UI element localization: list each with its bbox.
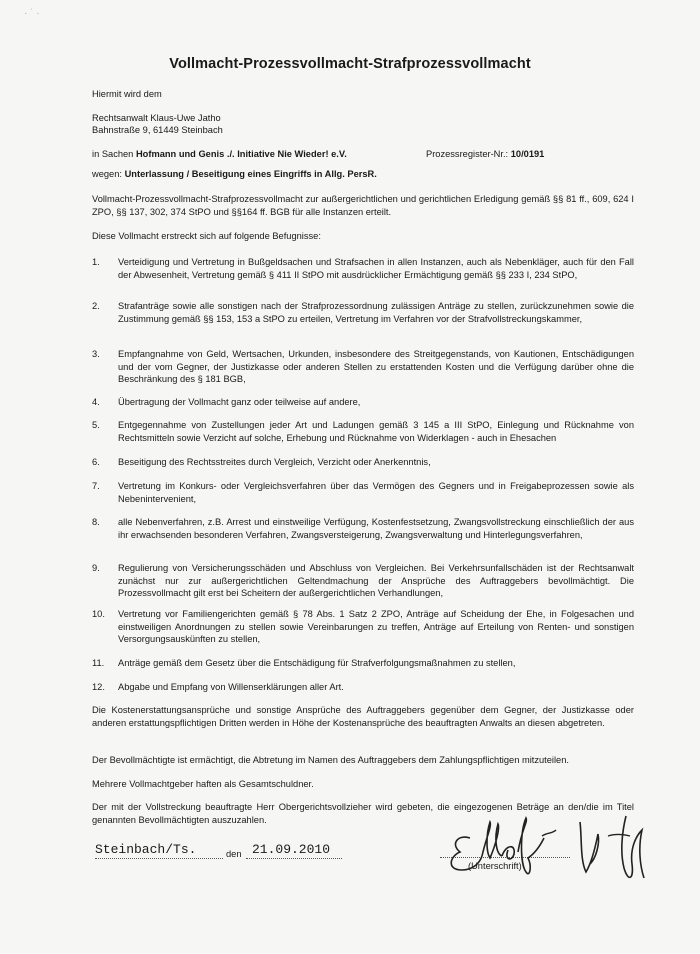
item-text: alle Nebenverfahren, z.B. Arrest und einstweilige Verfügung, Kostenfestsetzung, Zwangsvollstreckung einschließlich der aus ihr erwachsenden besonderen Verfahren, Zwangsversteigerung, Zwangsverwaltung und Hinterlegungsverfahren, [118, 517, 634, 540]
item-text: Regulierung von Versicherungsschäden und Abschluss von Vergleichen. Bei Verkehrsunfallschäden ist der Rechtsanwalt zunächst nur zur außergerichtlichen Geltendmachung der Ansprüche des Auftraggebers bevollmächtigt. Die Prozessvollmacht gilt erst bei Scheitern der außergerichtlichen Verhandlungen, [118, 563, 634, 598]
case-parties: Hofmann und Genis ./. Initiative Nie Wieder! e.V. [135, 149, 347, 159]
assignment-paragraph: Der Bevollmächtigte ist ermächtigt, die Abtretung im Namen des Auftraggebers dem Zahlungspflichtigen mitzuteilen. [92, 755, 569, 765]
purpose-paragraph: Vollmacht-Prozessvollmacht-Strafprozessvollmacht zur außergerichtlichen und gerichtlichen Erledigung gemäß §§ 81 ff., 609, 624 I ZPO, §§ 137, 302, 374 StPO und §§164 ff. BGB für alle Instanzen erteilt. [92, 194, 634, 217]
item-text: Abgabe und Empfang von Willenserklärungen aller Art. [118, 682, 344, 692]
scan-artifact: · ˙ · [24, 8, 40, 19]
item-number: 9. [92, 563, 100, 573]
item-number: 5. [92, 420, 100, 430]
item-number: 4. [92, 397, 100, 407]
item-number: 2. [92, 301, 100, 311]
item-text: Beseitigung des Rechtsstreites durch Vergleich, Verzicht oder Anerkenntnis, [118, 457, 431, 467]
subject-line [92, 168, 377, 181]
case-prefix: in Sachen [92, 149, 134, 159]
item-text: Anträge gemäß dem Gesetz über die Entschädigung für Strafverfolgungsmaßnahmen zu stellen, [118, 658, 516, 668]
case-line [92, 148, 347, 161]
item-text: Übertragung der Vollmacht ganz oder teilweise auf andere, [118, 397, 361, 407]
date-dotted-line [246, 858, 342, 859]
date-field: 21.09.2010 [252, 842, 331, 857]
lawyer-address: Bahnstraße 9, 61449 Steinbach [92, 125, 223, 135]
item-number: 12. [92, 682, 105, 692]
bailiff-paragraph: Der mit der Vollstreckung beauftragte Herr Obergerichtsvollzieher wird gebeten, die eingezogenen Beträge an den/die im Titel genannten Bevollmächtigten auszuzahlen. [92, 802, 634, 825]
item-number: 10. [92, 609, 105, 619]
item-text: Entgegennahme von Zustellungen jeder Art und Ladungen gemäß 3 145 a III StPO, Einlegung und Rücknahme von Rechtsmitteln sowie Verzicht auf solche, Erhebung und Rücknahme von Widerklagen - auch in Ehesachen [118, 420, 634, 443]
item-text: Vertretung im Konkurs- oder Vergleichsverfahren über das Vermögen des Gegners und in Freigabeprozessen sowie als Nebenintervenient, [118, 481, 634, 504]
item-text: Vertretung vor Familiengerichten gemäß § 78 Abs. 1 Satz 2 ZPO, Anträge auf Scheidung der Ehe, in Folgesachen und einstweiligen Anordnungen zu stellen sowie Vereinbarungen zu treffen, Anträge auf Erteilung von Renten- und sonstigen Versorgungsauskünften zu stellen, [118, 609, 634, 644]
item-text: Strafanträge sowie alle sonstigen nach der Strafprozessordnung zulässigen Anträge zu stellen, zurückzunehmen sowie die Zustimmung gemäß §§ 153, 153 a StPO zu erteilen, Vertretung im Verfahren vor der Strafvollstreckungskammer, [118, 301, 634, 324]
subject-value: Unterlassung / Beseitigung eines Eingriffs in Allg. PersR. [124, 169, 377, 179]
signature-label: (Unterschrift) [468, 861, 522, 871]
item-text: Verteidigung und Vertretung in Bußgeldsachen und Strafsachen in allen Instanzen, auch als Nebenkläger, auch für den Fall der Abwesenheit, Vertretung gemäß § 411 II StPO mit ausdrücklicher Ermächtigung gemäß §§ 233 I, 234 StPO, [118, 257, 634, 280]
scope-intro: Diese Vollmacht erstreckt sich auf folgende Befugnisse: [92, 231, 321, 241]
document-title: Vollmacht-Prozessvollmacht-Strafprozessvollmacht [169, 56, 531, 72]
place-field: Steinbach/Ts. [95, 842, 197, 857]
register-label: Prozessregister-Nr.: [426, 149, 509, 159]
item-number: 8. [92, 517, 100, 527]
item-number: 7. [92, 481, 100, 491]
costs-paragraph: Die Kostenerstattungsansprüche und sonstige Ansprüche des Auftraggebers gegenüber dem Gegner, der Justizkasse oder anderen erstattungspflichtigen Dritten werden in Höhe der Kostenansprüche des beauftragten Anwalts an diesen abgetreten. [92, 705, 634, 728]
item-number: 11. [92, 658, 105, 668]
register-line [426, 148, 544, 161]
date-prefix: den [226, 849, 242, 859]
item-number: 1. [92, 257, 100, 267]
handwritten-signature [430, 808, 660, 888]
item-number: 3. [92, 349, 100, 359]
register-number: 10/0191 [510, 149, 545, 159]
place-dotted-line [95, 858, 223, 859]
subject-label: wegen: [92, 169, 122, 179]
joint-liability-paragraph: Mehrere Vollmachtgeber haften als Gesamtschuldner. [92, 779, 314, 789]
item-number: 6. [92, 457, 100, 467]
item-text: Empfangnahme von Geld, Wertsachen, Urkunden, insbesondere des Streitgegenstands, von Kautionen, Entschädigungen und der vom Gegner, der Justizkasse oder anderen Stellen zu erstattenden Kosten und die Verfügung darüber ohne die Beschränkung des § 181 BGB, [118, 349, 634, 384]
lawyer-name: Rechtsanwalt Klaus-Uwe Jatho [92, 113, 221, 123]
intro-text: Hiermit wird dem [92, 89, 162, 99]
